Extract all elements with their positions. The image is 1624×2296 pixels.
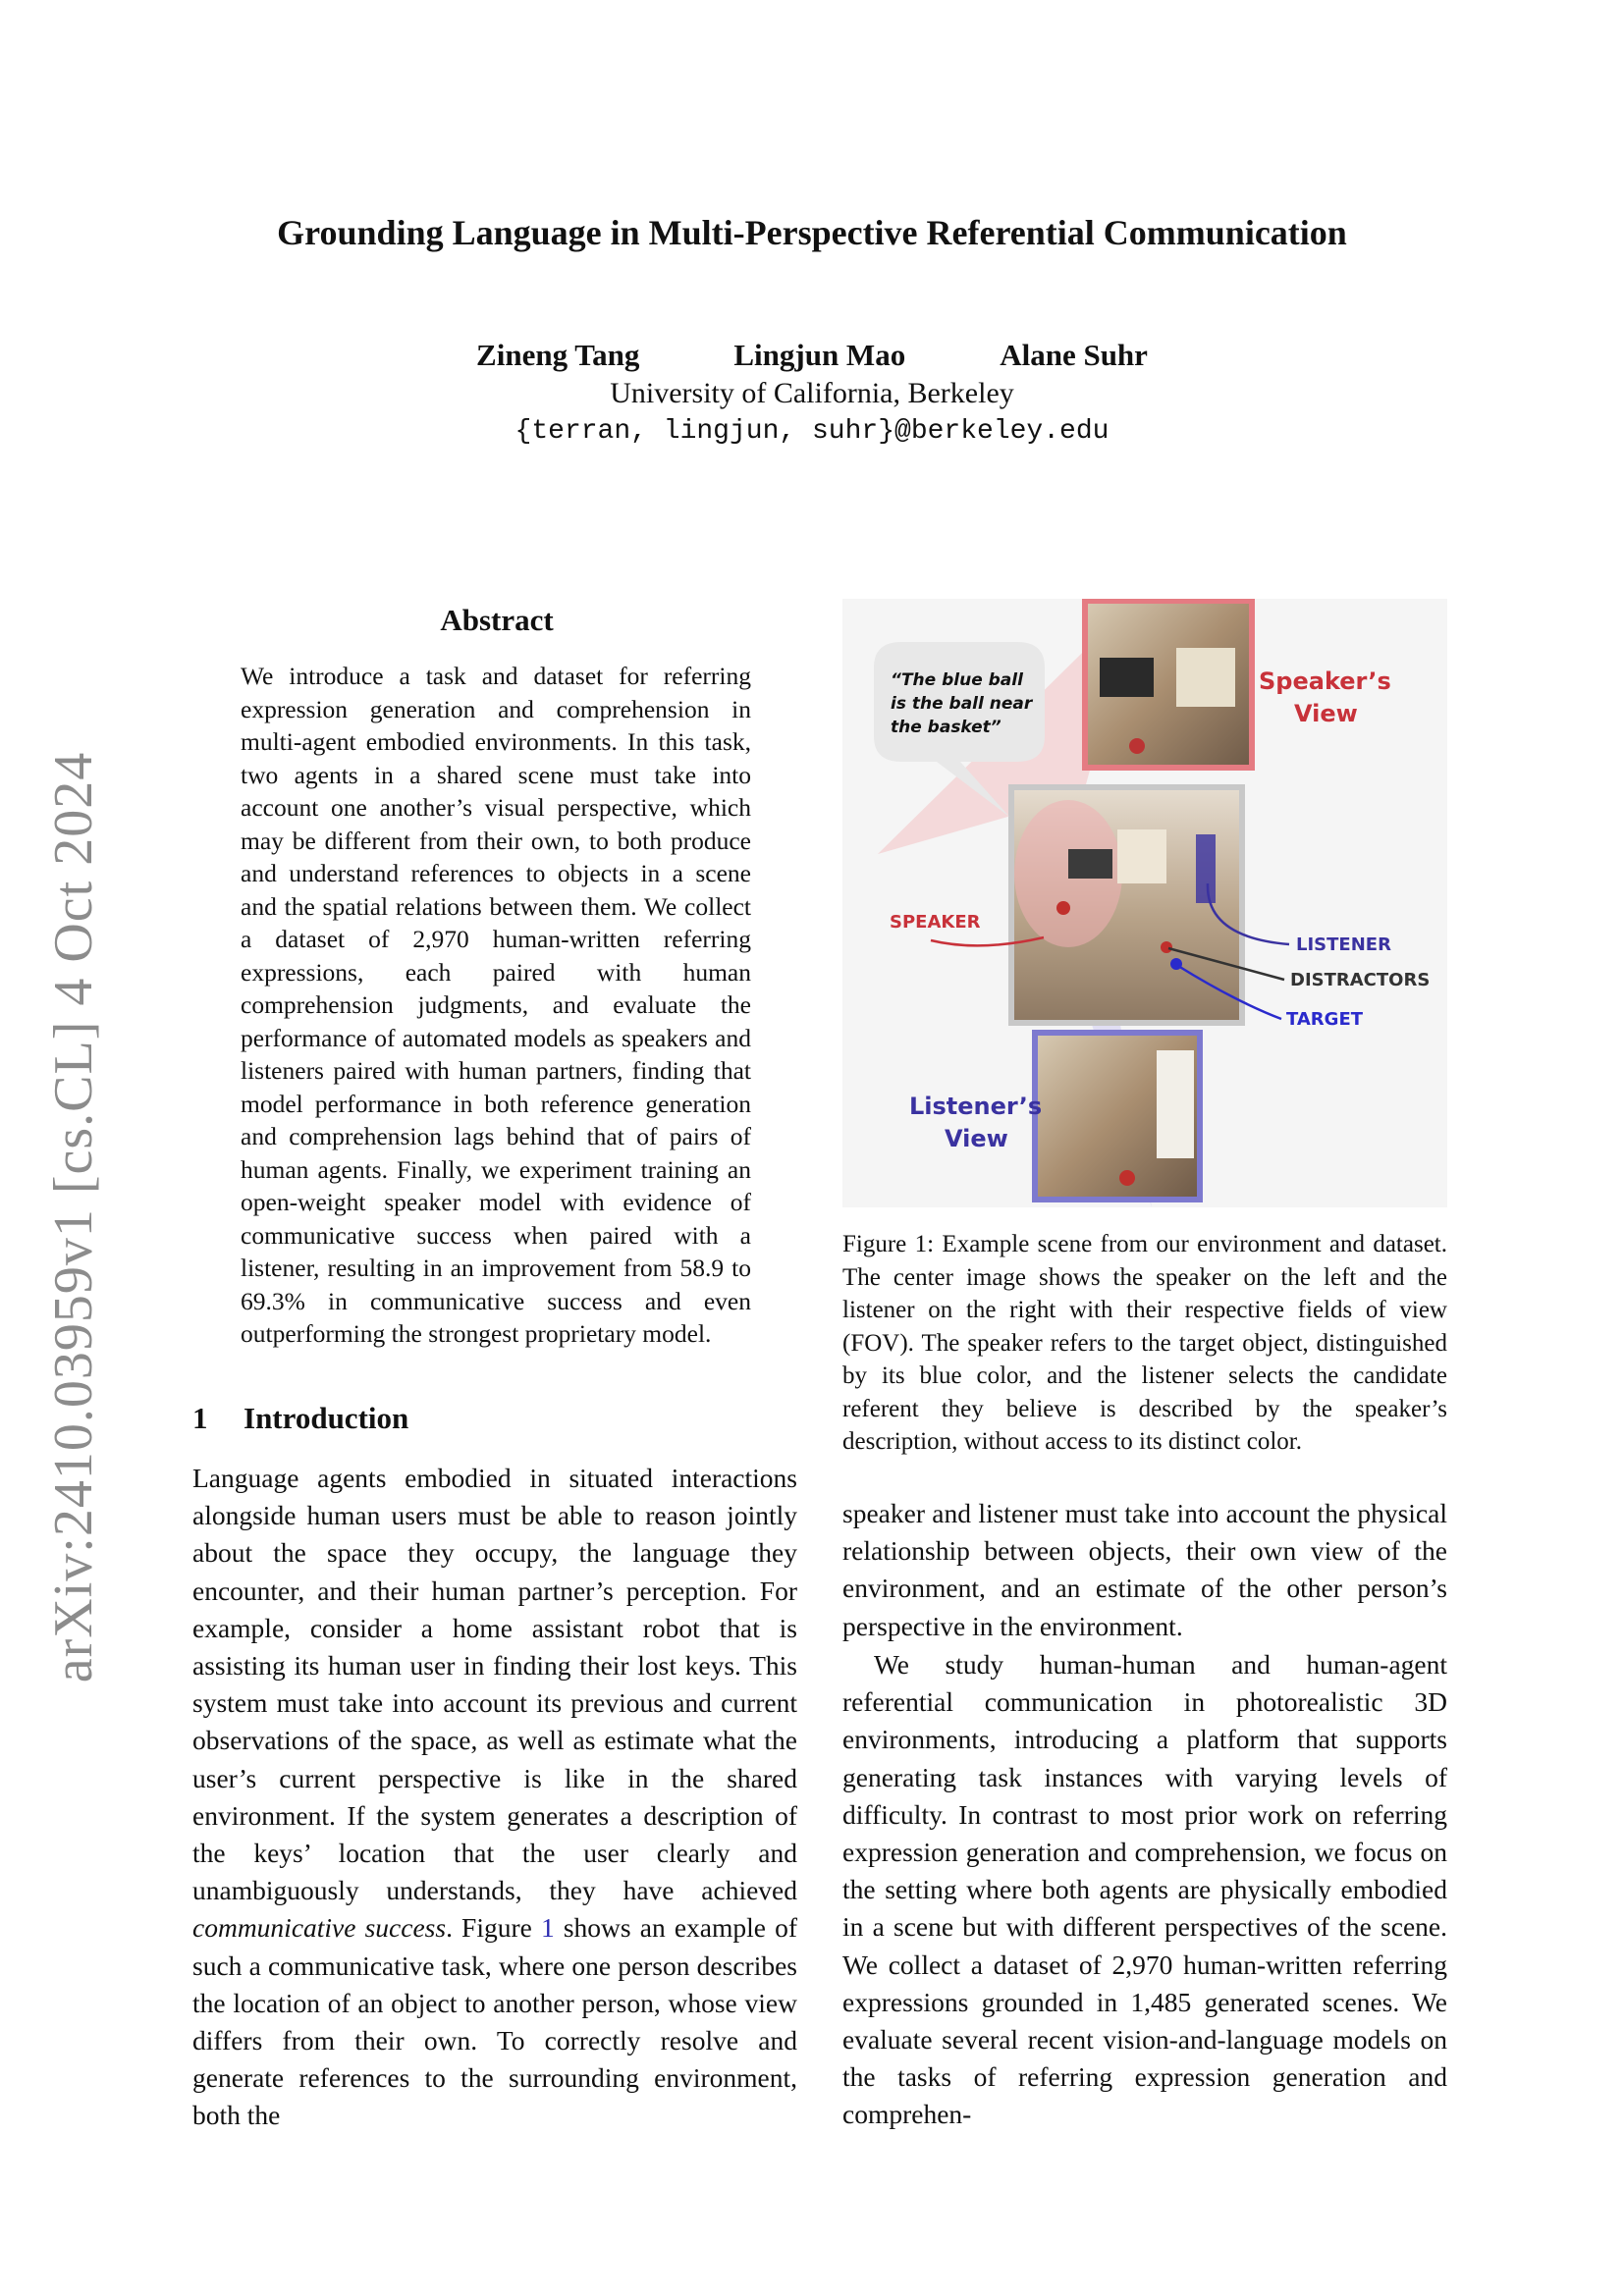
abstract-heading: Abstract bbox=[440, 603, 554, 637]
author-email: {terran, lingjun, suhr}@berkeley.edu bbox=[514, 416, 1110, 447]
section-title: Introduction bbox=[244, 1401, 409, 1435]
figure-reference-link[interactable]: 1 bbox=[540, 1912, 555, 1944]
speech-text-line: the basket” bbox=[891, 718, 1001, 737]
arxiv-sidebar bbox=[39, 726, 108, 1708]
target-label: TARGET bbox=[1286, 1009, 1364, 1030]
center-tv bbox=[1068, 849, 1112, 879]
author-name: Zineng Tang bbox=[476, 338, 640, 372]
speaker-view-window bbox=[1176, 648, 1235, 707]
author-name: Lingjun Mao bbox=[733, 338, 906, 372]
intro-paragraph-right-2: We study human-human and human-agent referential communication in photorealistic 3D environments, introducing a platform that supports generating task instances with varying levels of difficulty. In contrast to most prior work on referring expression generation and comprehension, we focus on the setting where both agents are physically embodied in a scene but with different perspectives of the scene. We collect a dataset of 2,970 human-written referring expressions grounded in 1,485 generated scenes. We evaluate several recent vision-and-language models on the tasks of referring expression generation and comprehen- bbox=[842, 1649, 1447, 2130]
speech-text-line: is the ball near bbox=[891, 694, 1033, 714]
figure-1-caption: Figure 1: Example scene from our environment and dataset. The center image shows the speaker on the left and the listener on the right with their respective fields of view (FOV). The speaker refers to the target object, distinguished by its blue color, and the listener selects the candidate referent they believe is described by the speaker’s description, without access to its distinct color. bbox=[842, 1231, 1447, 1455]
arxiv-identifier: arXiv:2410.03959v1 [cs.CL] 4 Oct 2024 bbox=[43, 751, 104, 1683]
figure-1 bbox=[842, 599, 1447, 1207]
center-ball-distractor bbox=[1161, 941, 1172, 953]
listener-view-ball bbox=[1119, 1170, 1135, 1186]
distractors-label: DISTRACTORS bbox=[1290, 970, 1431, 990]
intro-paragraph-right-1: speaker and listener must take into account the physical relationship between objects, their own view of the environment, and an estimate of the other person’s perspective in the environment. bbox=[842, 1498, 1447, 1641]
speaker-view-label: View bbox=[1294, 700, 1358, 727]
speaker-view-tv bbox=[1100, 658, 1154, 697]
speaker-label: SPEAKER bbox=[890, 912, 981, 933]
speaker-view-ball bbox=[1129, 738, 1145, 754]
intro-text: shows an example of such a communicative task, where one person describes the location of an object to another person, whose view differs from their own. To correctly resolve and generate references to the surrounding environment, both the bbox=[192, 1912, 797, 2131]
section-number: 1 bbox=[192, 1401, 208, 1435]
intro-text: . Figure bbox=[446, 1912, 541, 1944]
section-heading bbox=[192, 1401, 408, 1436]
center-window bbox=[1117, 829, 1166, 883]
listener-label: LISTENER bbox=[1296, 934, 1391, 955]
listener-view-label: View bbox=[945, 1125, 1008, 1152]
author-name: Alane Suhr bbox=[1000, 338, 1148, 372]
affiliation: University of California, Berkeley bbox=[610, 377, 1014, 409]
abstract-text: We introduce a task and dataset for referring expression generation and comprehension in multi-agent embodied environments. In this task, two agents in a shared scene must take into account one another’s visual perspective, which may be different from their own, to both produce and understand references to objects in a scene and the spatial relations between them. We collect a dataset of 2,970 human-written referring expressions, each paired with human comprehension judgments, and evaluate the performance of automated models as speakers and listeners paired with human partners, finding that model performance in both reference generation and comprehension lags behind that of pairs of human agents. Finally, we experiment training an open-weight speaker model with evidence of communicative success when paired with a listener, resulting in an improvement from 58.9 to 69.3% in communicative success and even outperforming the strongest proprietary model. bbox=[241, 662, 751, 1348]
author-list bbox=[0, 338, 1624, 373]
intro-paragraph bbox=[192, 1460, 797, 2135]
listener-view-door bbox=[1157, 1050, 1194, 1158]
speech-text-line: “The blue ball bbox=[891, 670, 1023, 690]
intro-text: Language agents embodied in situated interactions alongside human users must be able to reason jointly about the space they occupy, the language they encounter, and their human partner’s perception. For example, consider a home assistant robot that is assisting its human user in finding their lost keys. This system must take into account its previous and current observations of the space, as well as estimate what the user’s current perspective is like in the shared environment. If the system generates a description of the keys’ location that the user clearly and unambiguously understands, they have achieved bbox=[192, 1463, 797, 1906]
listener-figure bbox=[1196, 834, 1216, 903]
listener-view-label: Listener’s bbox=[909, 1093, 1043, 1120]
speaker-view-label: Speaker’s bbox=[1259, 667, 1391, 695]
figure-1-illustration bbox=[842, 599, 1447, 1207]
emphasis-text: communicative success bbox=[192, 1912, 447, 1944]
center-ball-distractor bbox=[1056, 901, 1070, 915]
paper-title: Grounding Language in Multi-Perspective Referential Communication bbox=[277, 213, 1347, 252]
